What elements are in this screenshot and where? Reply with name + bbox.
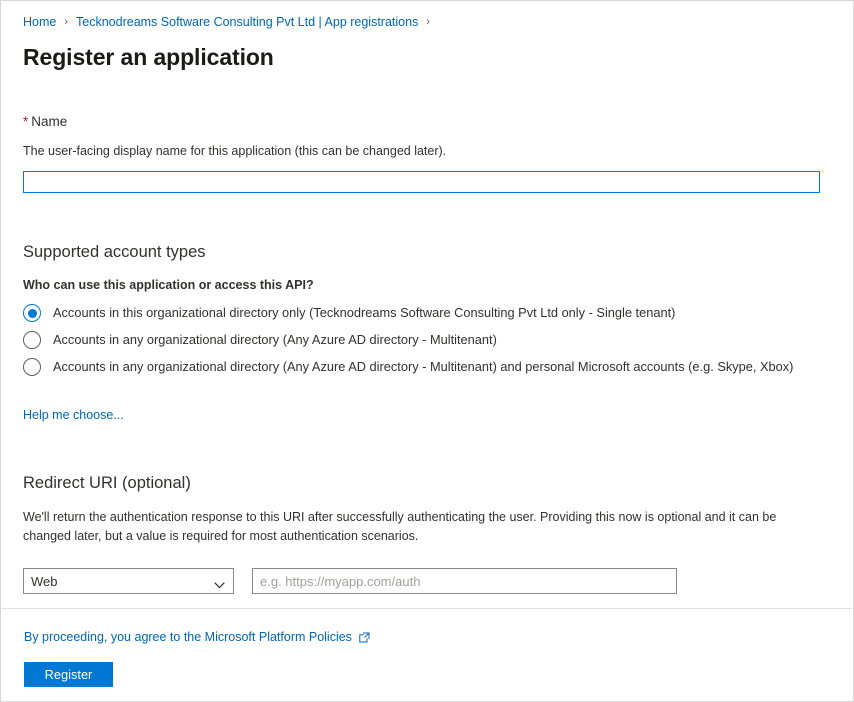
- account-type-radio-group: [23, 304, 831, 376]
- footer-bar: [2, 608, 852, 700]
- redirect-uri-description: We'll return the authentication response to this URI after successfully authenticating the user. Providing this now is optional and it can be changed later, but a value is required for most authentication scenarios.: [23, 510, 777, 543]
- breadcrumb-separator-icon: ›: [426, 16, 430, 28]
- name-description: The user-facing display name for this application (this can be changed later).: [23, 144, 447, 158]
- redirect-uri-input[interactable]: [252, 568, 677, 594]
- platform-policies-link[interactable]: By proceeding, you agree to the Microsoft Platform Policies: [24, 630, 352, 644]
- redirect-uri-type-wrap: [23, 568, 234, 594]
- name-label: Name: [31, 114, 68, 129]
- radio-selected-icon: [23, 304, 41, 322]
- name-input[interactable]: [23, 171, 820, 193]
- redirect-uri-row: [23, 568, 831, 594]
- radio-label: Accounts in this organizational directory only (Tecknodreams Software Consulting Pvt Ltd only - Single tenant): [53, 305, 676, 320]
- radio-label: Accounts in any organizational directory (Any Azure AD directory - Multitenant) and personal Microsoft accounts (e.g. Skype, Xbox): [53, 359, 794, 374]
- radio-single-tenant[interactable]: [23, 304, 831, 322]
- name-label-row: [23, 113, 831, 131]
- radio-unselected-icon: [23, 358, 41, 376]
- name-field-block: [23, 113, 831, 193]
- help-me-choose-link[interactable]: Help me choose...: [23, 408, 124, 422]
- supported-account-types-question: Who can use this application or access this API?: [23, 278, 314, 292]
- redirect-uri-type-select[interactable]: [23, 568, 234, 594]
- external-link-icon: [359, 632, 370, 643]
- supported-account-types-heading: Supported account types: [23, 243, 206, 261]
- breadcrumb-item-app-registrations[interactable]: Tecknodreams Software Consulting Pvt Ltd | App registrations: [76, 15, 419, 29]
- breadcrumb-separator-icon: ›: [64, 16, 69, 28]
- policy-line: [24, 609, 830, 644]
- required-asterisk-icon: *: [23, 114, 29, 129]
- redirect-uri-heading: Redirect URI (optional): [23, 474, 191, 492]
- radio-multitenant-personal[interactable]: [23, 358, 831, 376]
- page-title: Register an application: [23, 44, 274, 70]
- redirect-uri-section: [23, 472, 831, 594]
- breadcrumb: [23, 1, 831, 30]
- supported-account-types-section: [23, 241, 831, 424]
- radio-multitenant[interactable]: [23, 331, 831, 349]
- register-button[interactable]: Register: [24, 662, 113, 687]
- page-content: [1, 1, 853, 594]
- radio-label: Accounts in any organizational directory (Any Azure AD directory - Multitenant): [53, 332, 497, 347]
- radio-unselected-icon: [23, 331, 41, 349]
- breadcrumb-item-home[interactable]: Home: [23, 15, 57, 29]
